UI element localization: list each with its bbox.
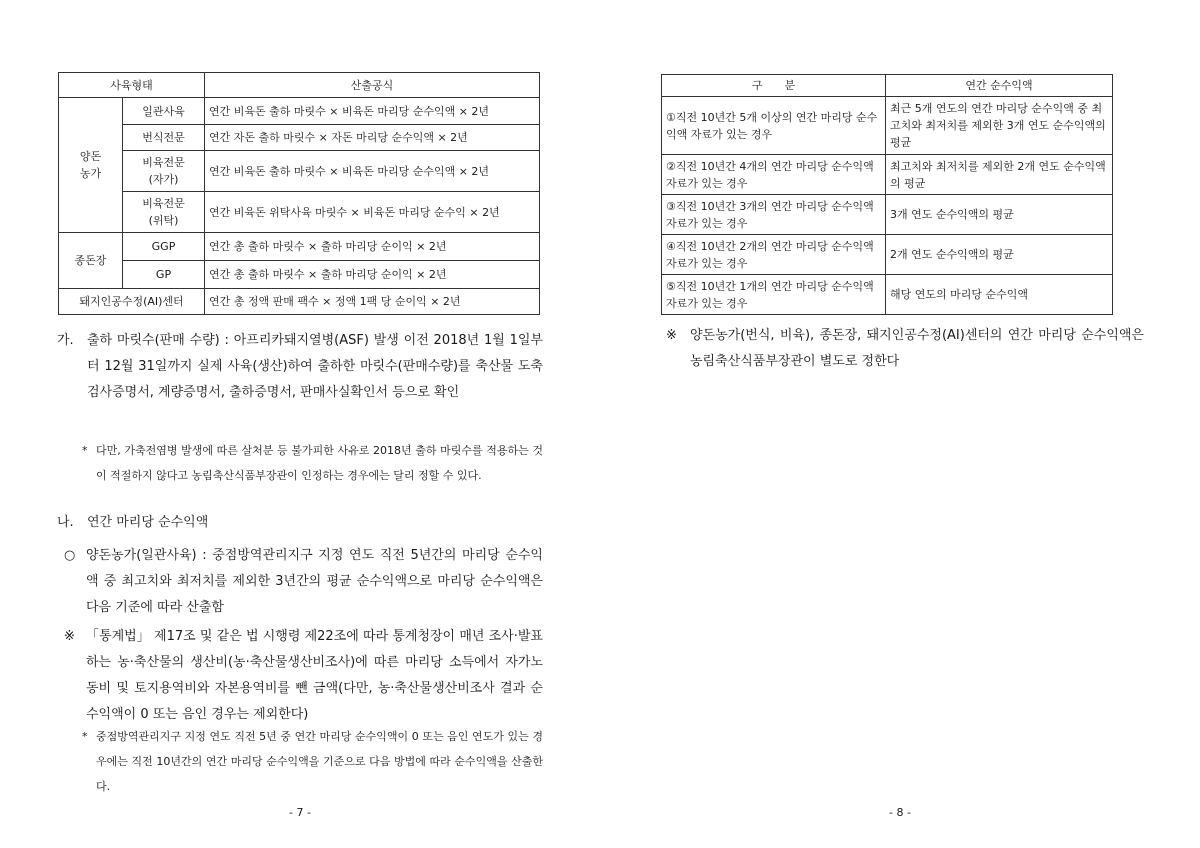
formula-cell: 연간 자돈 출하 마릿수 × 자돈 마리당 순수익액 × 2년 — [205, 125, 540, 151]
formula-cell: 연간 비육돈 출하 마릿수 × 비육돈 마리당 순수익액 × 2년 — [205, 151, 540, 192]
ref-note-right-label: ※ — [666, 328, 677, 343]
net-income-table — [661, 74, 1113, 315]
type-cell: 비육전문 (위탁) — [123, 192, 205, 233]
ref-note-left-label: ※ — [64, 629, 75, 644]
page-number-left: - 7 - — [289, 806, 311, 819]
table-row — [59, 261, 540, 289]
formula-cell: 연간 총 출하 마릿수 × 출하 마리당 순이익 × 2년 — [205, 261, 540, 289]
type-cell: 비육전문 (자가) — [123, 151, 205, 192]
case-cell: ①직전 10년간 5개 이상의 연간 마리당 순수익액 자료가 있는 경우 — [662, 97, 886, 155]
table-header-row — [662, 75, 1113, 97]
formula-cell: 연간 총 정액 판매 팩수 × 정액 1팩 당 순이익 × 2년 — [205, 289, 540, 315]
table-row — [662, 195, 1113, 235]
table-row — [59, 233, 540, 261]
table-row — [662, 235, 1113, 275]
table-row — [59, 192, 540, 233]
type-cell: GGP — [123, 233, 205, 261]
group-label-breeding-farm: 종돈장 — [59, 233, 123, 289]
header-category: 구 분 — [662, 75, 886, 97]
case-cell: ⑤직전 10년간 1개의 연간 마리당 순수익액 자료가 있는 경우 — [662, 275, 886, 315]
type-cell: 번식전문 — [123, 125, 205, 151]
bullet-o-text: 양돈농가(일관사육) : 중점방역관리지구 지정 연도 직전 5년간의 마리당 순수익액 중 최고치와 최저치를 제외한 3년간의 평균 순수익액으로 마리당 순수익액은 다음 기준에 따라 산출함 — [86, 548, 543, 615]
note-ga-label: * — [82, 444, 88, 457]
bullet-o-label: ○ — [64, 548, 76, 563]
table-row — [662, 97, 1113, 155]
table-row — [59, 98, 540, 125]
page-number-right: - 8 - — [889, 806, 911, 819]
ref-note-right — [666, 323, 1144, 375]
item-ga — [57, 328, 543, 406]
formula-cell: 연간 비육돈 출하 마릿수 × 비육돈 마리당 순수익액 × 2년 — [205, 98, 540, 125]
item-ga-label: 가. — [57, 333, 74, 348]
formula-cell: 연간 총 출하 마릿수 × 출하 마리당 순이익 × 2년 — [205, 233, 540, 261]
value-cell: 최근 5개 연도의 연간 마리당 순수익액 중 최고치와 최저치를 제외한 3개 연도 순수익액의 평균 — [886, 97, 1113, 155]
item-ga-text: 출하 마릿수(판매 수량) : 아프리카돼지열병(ASF) 발생 이전 2018년 1월 1일부터 12월 31일까지 실제 사육(생산)하여 출하한 마릿수(판매수량)를 축산물 도축검사증명서, 계량증명서, 출하증명서, 판매사실확인서 등으로 확인 — [87, 333, 543, 400]
case-cell: ②직전 10년간 4개의 연간 마리당 순수익액 자료가 있는 경우 — [662, 155, 886, 195]
table-row — [59, 151, 540, 192]
ref-note-left — [64, 624, 543, 728]
header-farm-type: 사육형태 — [59, 73, 205, 98]
table-row — [662, 155, 1113, 195]
bullet-o — [64, 543, 543, 621]
item-na-text: 연간 마리당 순수익액 — [87, 515, 209, 530]
table-row — [59, 289, 540, 315]
value-cell: 2개 연도 순수익액의 평균 — [886, 235, 1113, 275]
ai-center-label: 돼지인공수정(AI)센터 — [59, 289, 205, 315]
value-cell: 최고치와 최저치를 제외한 2개 연도 순수익액의 평균 — [886, 155, 1113, 195]
page-right — [600, 0, 1200, 848]
item-na-label: 나. — [57, 515, 74, 530]
item-na — [57, 510, 543, 536]
type-cell: GP — [123, 261, 205, 289]
header-formula: 산출공식 — [205, 73, 540, 98]
note-ga-text: 다만, 가축전염병 발생에 따른 살처분 등 불가피한 사유로 2018년 출하 마릿수를 적용하는 것이 적절하지 않다고 농림축산식품부장관이 인정하는 경우에는 달리 정할 수 있다. — [96, 444, 543, 482]
note-star2 — [82, 724, 543, 799]
value-cell: 3개 연도 순수익액의 평균 — [886, 195, 1113, 235]
case-cell: ③직전 10년간 3개의 연간 마리당 순수익액 자료가 있는 경우 — [662, 195, 886, 235]
case-cell: ④직전 10년간 2개의 연간 마리당 순수익액 자료가 있는 경우 — [662, 235, 886, 275]
type-cell: 일관사육 — [123, 98, 205, 125]
formula-cell: 연간 비육돈 위탁사육 마릿수 × 비육돈 마리당 순수익 × 2년 — [205, 192, 540, 233]
group-label-pig-farm: 양돈 농가 — [59, 98, 123, 233]
header-net-income: 연간 순수익액 — [886, 75, 1113, 97]
ref-note-left-text: 「통계법」 제17조 및 같은 법 시행령 제22조에 따라 통계청장이 매년 조사·발표하는 농·축산물의 생산비(농·축산물생산비조사)에 따른 마리당 소득에서 자가노동비 및 토지용역비와 자본용역비를 뺀 금액(다만, 농·축산물생산비조사 결과 순수익액이 0 또는 음인 경우는 제외한다) — [86, 629, 543, 722]
table-header-row — [59, 73, 540, 98]
note-star2-text: 중점방역관리지구 지정 연도 직전 5년 중 연간 마리당 순수익액이 0 또는 음인 연도가 있는 경우에는 직전 10년간의 연간 마리당 순수익액을 기준으로 다음 방법에 따라 순수익액을 산출한다. — [96, 730, 543, 793]
table-row — [59, 125, 540, 151]
note-star2-label: * — [82, 730, 88, 743]
table-row — [662, 275, 1113, 315]
formula-table — [58, 72, 540, 315]
note-ga — [82, 438, 543, 488]
value-cell: 해당 연도의 마리당 순수익액 — [886, 275, 1113, 315]
ref-note-right-text: 양돈농가(번식, 비육), 종돈장, 돼지인공수정(AI)센터의 연간 마리당 순수익액은 농림축산식품부장관이 별도로 정한다 — [690, 328, 1144, 369]
